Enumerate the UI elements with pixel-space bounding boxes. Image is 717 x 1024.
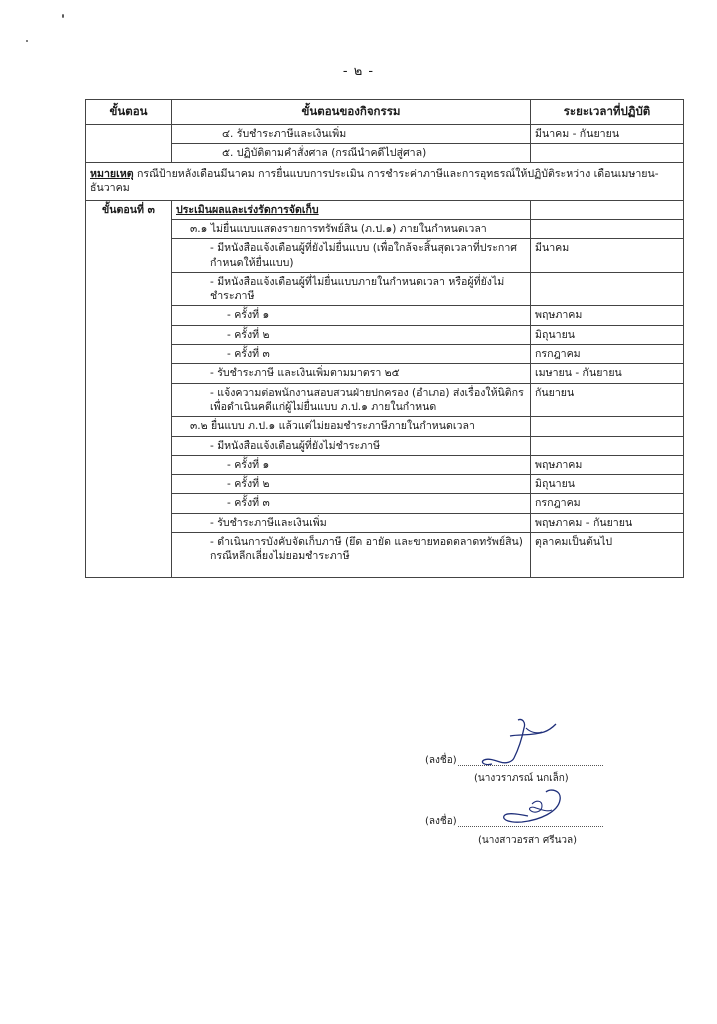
period-cell: มีนาคม - กันยายน	[531, 124, 684, 143]
activity-cell: - ครั้งที่ ๓	[172, 494, 531, 513]
activity-cell: - แจ้งความต่อพนักงานสอบสวนฝ่ายปกครอง (อำเภอ) ส่งเรื่องให้นิติกร เพื่อดำเนินคดีแก่ผู้ไม่ยื่นแบบ ภ.ป.๑ ภายในกำหนด	[172, 383, 531, 417]
page-number: - ๒ -	[342, 64, 375, 79]
activity-cell: - ครั้งที่ ๒	[172, 475, 531, 494]
table-row	[86, 364, 684, 383]
table-row	[86, 239, 684, 273]
period-cell: กรกฎาคม	[531, 494, 684, 513]
period-cell: กันยายน	[531, 383, 684, 417]
table-row	[86, 455, 684, 474]
signatory-name: (นางวราภรณ์ นกเล็ก)	[474, 773, 569, 784]
period-cell: มิถุนายน	[531, 475, 684, 494]
table-row	[86, 513, 684, 532]
period-cell: มีนาคม	[531, 239, 684, 273]
period-cell: พฤษภาคม	[531, 455, 684, 474]
period-cell: ตุลาคมเป็นต้นไป	[531, 533, 684, 578]
signature-label: (ลงชื่อ)	[425, 755, 457, 766]
activity-table	[85, 99, 684, 578]
period-cell	[531, 436, 684, 455]
table-row	[86, 306, 684, 325]
handwritten-signature-1	[470, 714, 580, 769]
period-cell	[531, 417, 684, 436]
activity-cell: ๕. ปฏิบัติตามคำสั่งศาล (กรณีนำคดีไปสู่ศาล)	[172, 143, 531, 162]
step-3-title: ประเมินผลและเร่งรัดการจัดเก็บ	[172, 200, 531, 219]
activity-cell: ๓.๑ ไม่ยื่นแบบแสดงรายการทรัพย์สิน (ภ.ป.๑) ภายในกำหนดเวลา	[172, 220, 531, 239]
activity-cell: - ครั้งที่ ๒	[172, 325, 531, 344]
table-row	[86, 417, 684, 436]
activity-cell: - มีหนังสือแจ้งเตือนผู้ที่ไม่ยื่นแบบภายในกำหนดเวลา หรือผู้ที่ยังไม่ชำระภาษี	[172, 272, 531, 306]
table-row	[86, 124, 684, 143]
table-row	[86, 436, 684, 455]
table-row	[86, 220, 684, 239]
period-cell	[531, 200, 684, 219]
activity-cell: - ครั้งที่ ๓	[172, 345, 531, 364]
header-step: ขั้นตอน	[86, 100, 172, 125]
period-cell: มิถุนายน	[531, 325, 684, 344]
step-cell-empty	[86, 124, 172, 163]
step-3-label: ขั้นตอนที่ ๓	[86, 200, 172, 577]
signatory-name: (นางสาวอรสา ศรีนวล)	[478, 835, 578, 846]
table-row	[86, 345, 684, 364]
table-row	[86, 325, 684, 344]
period-cell: กรกฎาคม	[531, 345, 684, 364]
activity-cell: - ครั้งที่ ๑	[172, 455, 531, 474]
activity-cell: - ครั้งที่ ๑	[172, 306, 531, 325]
activity-cell: - รับชำระภาษี และเงินเพิ่มตามมาตรา ๒๕	[172, 364, 531, 383]
table-row	[86, 533, 684, 578]
note-label: หมายเหตุ	[90, 168, 134, 181]
activity-cell: ๓.๒ ยื่นแบบ ภ.ป.๑ แล้วแต่ไม่ยอมชำระภาษีภายในกำหนดเวลา	[172, 417, 531, 436]
period-cell	[531, 272, 684, 306]
activity-cell: - มีหนังสือแจ้งเตือนผู้ที่ยังไม่ยื่นแบบ (เพื่อใกล้จะสิ้นสุดเวลาที่ประกาศกำหนดให้ยื่นแบบ)	[172, 239, 531, 273]
period-cell: เมษายน - กันยายน	[531, 364, 684, 383]
period-cell: พฤษภาคม - กันยายน	[531, 513, 684, 532]
period-cell: พฤษภาคม	[531, 306, 684, 325]
table-row	[86, 272, 684, 306]
scan-speck	[26, 40, 28, 42]
table-row	[86, 143, 684, 162]
table-header-row	[86, 100, 684, 125]
table-row	[86, 494, 684, 513]
activity-cell: - รับชำระภาษีและเงินเพิ่ม	[172, 513, 531, 532]
table-row	[86, 200, 684, 219]
signature-label: (ลงชื่อ)	[425, 816, 457, 827]
period-cell	[531, 220, 684, 239]
header-activity: ขั้นตอนของกิจกรรม	[172, 100, 531, 125]
period-cell	[531, 143, 684, 162]
scan-speck	[62, 14, 64, 18]
activity-cell: ๔. รับชำระภาษีและเงินเพิ่ม	[172, 124, 531, 143]
table-row	[86, 475, 684, 494]
activity-cell: - ดำเนินการบังคับจัดเก็บภาษี (ยึด อายัด และขายทอดตลาดทรัพย์สิน) กรณีหลีกเลี่ยงไม่ยอมชำระภาษี	[172, 533, 531, 578]
note-text: กรณีป้ายหลังเดือนมีนาคม การยื่นแบบการประเมิน การชำระค่าภาษีและการอุทธรณ์ให้ปฏิบัติระหว่าง เดือนเมษายน-ธันวาคม	[90, 168, 659, 195]
handwritten-signature-2	[480, 786, 580, 832]
activity-cell: - มีหนังสือแจ้งเตือนผู้ที่ยังไม่ชำระภาษี	[172, 436, 531, 455]
table-row	[86, 383, 684, 417]
note-row	[86, 163, 684, 201]
header-period: ระยะเวลาที่ปฏิบัติ	[531, 100, 684, 125]
